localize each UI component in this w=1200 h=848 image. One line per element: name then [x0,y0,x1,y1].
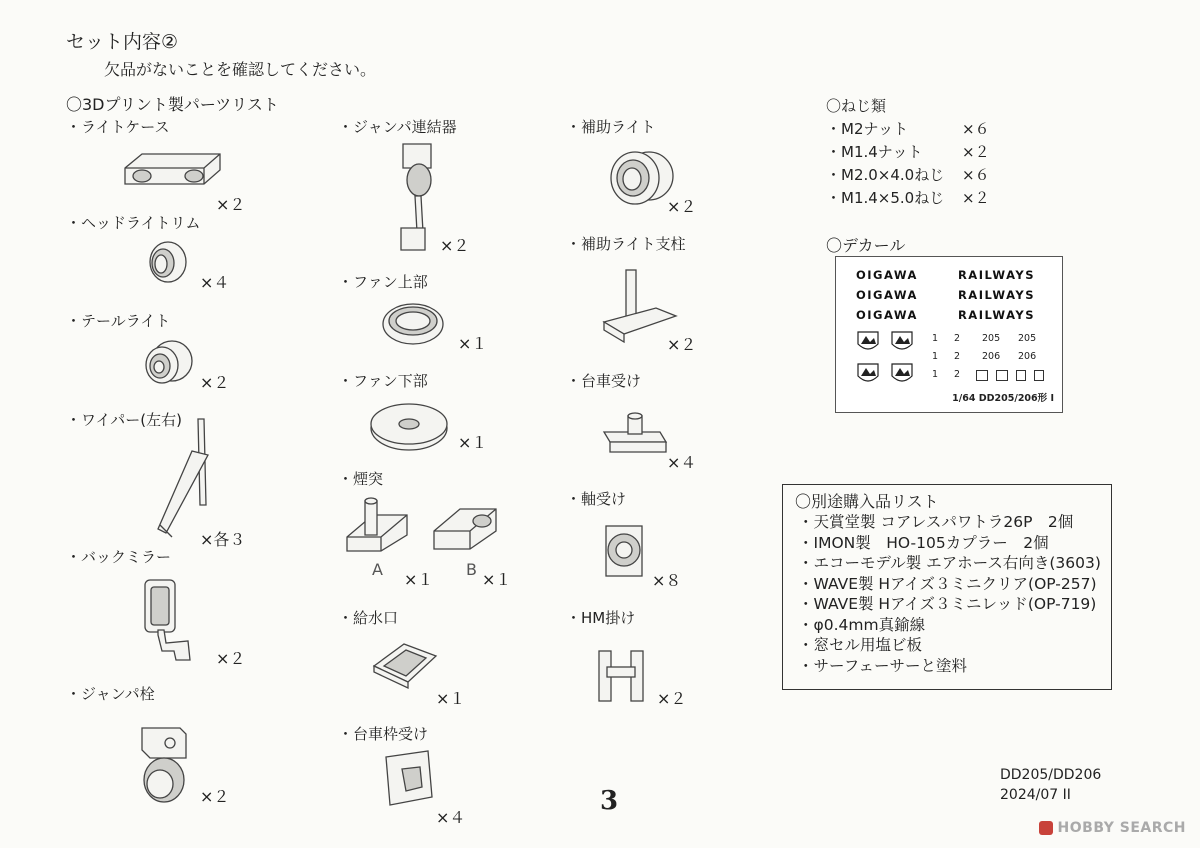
part-label-aux-light-pole: ・補助ライト支柱 [566,235,686,253]
part-label-tail-light: ・テールライト [66,312,171,330]
decal-number: 2 [954,333,961,344]
page-subtitle: 欠品がないことを確認してください。 [104,60,377,79]
decal-number: 1 [932,369,939,380]
part-label-back-mirror: ・バックミラー [66,548,172,566]
part-label-aux-light: ・補助ライト [566,118,656,136]
list-item: ・φ0.4mm真鍮線 [798,615,926,634]
chimney-a-letter: A [372,560,383,579]
headlight-rim-illustration [144,238,194,288]
decal-scale-label: 1/64 DD205/206形 I [952,393,1054,404]
decal-number: 206 [1018,351,1037,362]
page-number: 3 [600,786,619,816]
screw-row [826,187,990,210]
screw-row [826,164,990,187]
part-label-jumper-plug: ・ジャンパ栓 [66,685,155,703]
part-label-jumper-coupler: ・ジャンパ連結器 [338,118,457,136]
decal-number: 205 [982,333,1001,344]
hobby-search-logo-icon [1039,821,1053,835]
part-qty-headlight-rim: ×４ [200,273,230,292]
axle-bearing-illustration [600,520,650,582]
chimney-b-illustration [430,495,502,555]
part-label-wiper: ・ワイパー(左右) [66,411,182,429]
part-qty-back-mirror: ×２ [216,649,246,668]
bogie-mount-illustration [600,410,670,460]
light-case-illustration [120,140,230,200]
part-label-fan-top: ・ファン上部 [338,273,428,291]
bogie-frame-mount-illustration [380,747,440,809]
list-item: ・エコーモデル製 エアホース右向き(3603) [798,554,1101,572]
screw-name: ・M2.0×4.0ねじ [826,166,945,184]
chimney-b-letter: B [466,560,477,579]
part-qty-axle-bearing: ×８ [652,571,682,590]
screw-name: ・M2ナット [826,120,909,138]
hm-hanger-illustration [593,645,653,705]
screw-qty: ×２ [962,189,990,207]
part-label-hm-hanger: ・HM掛け [566,609,636,627]
screw-name: ・M1.4ナット [826,143,923,161]
part-qty-aux-light: ×２ [667,197,697,216]
decal-number: 1 [932,351,939,362]
jumper-plug-illustration [130,718,200,808]
part-qty-water-inlet: ×１ [436,689,466,708]
watermark-text: HOBBY SEARCH [1057,820,1186,836]
page-title: セット内容② [66,31,179,53]
part-qty-tail-light: ×２ [200,373,230,392]
fan-top-illustration [380,300,446,348]
list-item: ・IMON製 HO-105カプラー 2個 [798,533,1049,552]
fan-bottom-illustration [368,400,450,452]
decal-sheet [835,256,1063,413]
extra-purchase-heading: 〇別途購入品リスト [795,492,939,511]
part-label-water-inlet: ・給水口 [338,609,399,627]
list-item: ・天賞堂製 コアレスパワトラ26P 2個 [798,513,1074,531]
part-qty-jumper-coupler: ×２ [440,236,470,255]
extra-purchase-list [798,512,1101,676]
part-label-headlight-rim: ・ヘッドライトリム [66,214,201,232]
part-label-light-case: ・ライトケース [66,118,170,136]
revision-date: 2024/07 II [1000,787,1071,803]
decal-number: 2 [954,369,961,380]
model-name: DD205/DD206 [1000,767,1102,783]
list-item: ・WAVE製 Hアイズ３ミニクリア(OP-257) [798,574,1097,593]
decal-heading: 〇デカール [826,236,906,255]
chimney-a-illustration [343,495,413,555]
jumper-coupler-illustration [395,140,445,260]
list-item: ・窓セル用塩ビ板 [798,636,923,654]
decal-number: 2 [954,351,961,362]
decal-number: 205 [1018,333,1037,344]
part-label-bogie-mount: ・台車受け [566,372,642,390]
part-label-fan-bottom: ・ファン下部 [338,372,428,390]
screw-qty: ×６ [962,120,990,138]
part-qty-hm-hanger: ×２ [657,689,687,708]
part-label-bogie-frame-mount: ・台車枠受け [338,725,429,743]
decal-small-plates [976,370,1044,381]
screws-heading: 〇ねじ類 [826,97,887,115]
screws-section [826,95,990,210]
decal-number: 206 [982,351,1001,362]
part-qty-bogie-frame-mount: ×４ [436,808,466,827]
screw-row [826,118,990,141]
tail-light-illustration [140,335,198,390]
parts-list-heading: 〇3Dプリント製パーツリスト [66,95,279,114]
screw-qty: ×６ [962,166,990,184]
back-mirror-illustration [140,575,205,665]
part-label-chimney: ・煙突 [338,470,384,488]
part-qty-bogie-mount: ×４ [667,453,697,472]
wiper-illustration [152,415,222,540]
part-qty-jumper-plug: ×２ [200,787,230,806]
decal-emblems [856,330,918,390]
decal-number: 1 [932,333,939,344]
decal-line: OIGAWA RAILWAYS [856,268,1035,282]
part-qty-fan-top: ×１ [458,334,488,353]
list-item: ・サーフェーサーと塗料 [798,656,967,675]
part-qty-aux-light-pole: ×２ [667,335,697,354]
extra-purchase-box [782,484,1112,690]
part-qty-wiper: ×各３ [200,530,246,549]
screw-qty: ×２ [962,143,990,161]
decal-line: OIGAWA RAILWAYS [856,308,1035,322]
part-qty-fan-bottom: ×１ [458,433,488,452]
screw-name: ・M1.4×5.0ねじ [826,189,945,207]
screw-row [826,141,990,164]
part-label-axle-bearing: ・軸受け [566,490,627,508]
part-qty-chimney-b: ×１ [482,570,512,589]
water-inlet-illustration [370,638,440,690]
part-qty-chimney-a: ×１ [404,570,434,589]
list-item: ・WAVE製 Hアイズ３ミニレッド(OP-719) [798,595,1097,613]
part-qty-light-case: ×２ [216,195,246,214]
decal-line: OIGAWA RAILWAYS [856,288,1035,302]
watermark [1039,820,1186,836]
model-info [1000,765,1101,805]
